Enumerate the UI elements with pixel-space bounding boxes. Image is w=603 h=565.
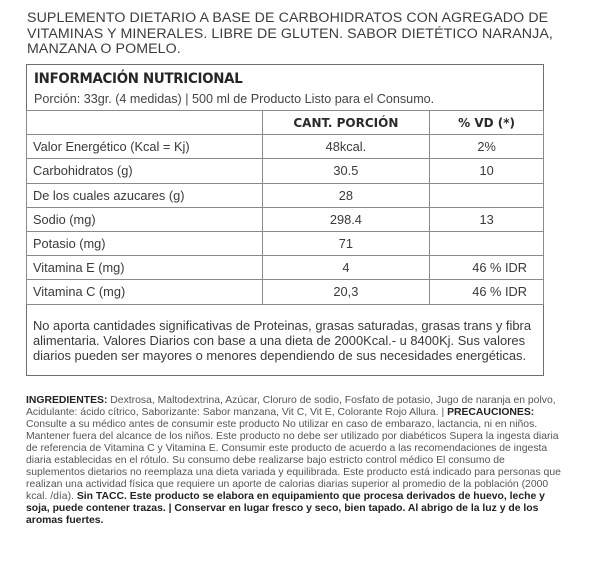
serving-size: Porción: 33gr. (4 medidas) | 500 ml de Producto Listo para el Consumo. bbox=[34, 92, 435, 106]
header-vd: % VD (*) bbox=[430, 111, 544, 135]
nutrient-portion: 71 bbox=[262, 231, 430, 255]
nutrient-vd bbox=[430, 231, 544, 255]
table-row bbox=[27, 280, 544, 304]
nutrient-vd: 13 bbox=[430, 207, 544, 231]
table-row bbox=[27, 207, 544, 231]
nutrient-vd: 10 bbox=[430, 159, 544, 183]
nutrition-footnote: No aporta cantidades significativas de Proteinas, grasas saturadas, grasas trans y fibra alimentaria. Valores Diarios con base a una dieta de 2000Kcal.- u 8400Kj. Sus valores diarios pueden ser mayores o menores dependiendo de sus necesidades energéticas. bbox=[33, 318, 531, 363]
ingredients-text: Dextrosa, Maltodextrina, Azúcar, Cloruro de sodio, Fosfato de potasio, Jugo de naranja en polvo, Acidulante: ácido cítrico, Saborizante: Sabor manzana, Vit C, Vit E, Colorante Rojo Allura. | bbox=[26, 395, 556, 419]
table-row bbox=[27, 159, 544, 183]
nutrient-name: Vitamina C (mg) bbox=[27, 280, 263, 304]
nutrient-name: Vitamina E (mg) bbox=[27, 256, 263, 280]
nutrient-name: Potasio (mg) bbox=[27, 231, 263, 255]
nutrient-vd: 46 % IDR bbox=[430, 256, 544, 280]
nutrient-portion: 4 bbox=[262, 256, 430, 280]
nutrition-table bbox=[26, 110, 544, 305]
nutrient-portion: 30.5 bbox=[262, 159, 430, 183]
table-row bbox=[27, 256, 544, 280]
nutrient-vd bbox=[430, 183, 544, 207]
table-header-row bbox=[27, 111, 544, 135]
table-row bbox=[27, 183, 544, 207]
precautions-label: PRECAUCIONES: bbox=[447, 407, 535, 419]
nutrition-title: INFORMACIÓN NUTRICIONAL bbox=[34, 71, 243, 87]
nutrient-vd: 46 % IDR bbox=[430, 280, 544, 304]
nutrient-name: Carbohidratos (g) bbox=[27, 159, 263, 183]
nutrient-portion: 28 bbox=[262, 183, 430, 207]
nutrient-vd: 2% bbox=[430, 135, 544, 159]
nutrient-name: Sodio (mg) bbox=[27, 207, 263, 231]
nutrient-portion: 298.4 bbox=[262, 207, 430, 231]
table-row bbox=[27, 231, 544, 255]
header-portion: CANT. PORCIÓN bbox=[262, 111, 430, 135]
nutrient-name: De los cuales azucares (g) bbox=[27, 183, 263, 207]
ingredients-label: INGREDIENTES: bbox=[26, 395, 108, 406]
precautions-text: Consulte a su médico antes de consumir este producto No utilizar en caso de embarazo, lactancia, ni en niños. Mantener fuera del alcance de los niños. Este producto no debe ser utilizado por diabéticos Supera la ingesta diaria de referencia de Vitamina C y Vitamina E. Consumir este producto de acuerdo a las recomendaciones de ingesta diaria establecidas en el rótulo. Su consumo debe realizarse bajo estricto control médico El consumo de suplementos dietarios no reemplaza una dieta variada y equilibrada. Este producto está indicado para personas que realizan una actividad física que requiere un aporte de calorias diarias superior al promedio de la población (2000 kcal. /día). bbox=[26, 419, 561, 503]
allergen-storage-notice: Sin TACC. Este producto se elabora en equipamiento que procesa derivados de huevo, leche y soja, puede contener trazas. | Conservar en lugar fresco y seco, bien tapado. Al abrigo de la luz y de los aromas fuertes. bbox=[26, 491, 545, 527]
table-row bbox=[27, 135, 544, 159]
nutrient-portion: 20,3 bbox=[262, 280, 430, 304]
nutrient-name: Valor Energético (Kcal = Kj) bbox=[27, 135, 263, 159]
nutrition-facts-panel bbox=[26, 64, 544, 376]
nutrient-portion: 48kcal. bbox=[262, 135, 430, 159]
ingredients-block bbox=[26, 395, 564, 528]
header-nutrient bbox=[27, 111, 263, 135]
product-description: SUPLEMENTO DIETARIO A BASE DE CARBOHIDRATOS CON AGREGADO DE VITAMINAS Y MINERALES. LIBRE DE GLUTEN. SABOR DIETÉTICO NARANJA, MANZANA O POMELO. bbox=[27, 10, 553, 57]
